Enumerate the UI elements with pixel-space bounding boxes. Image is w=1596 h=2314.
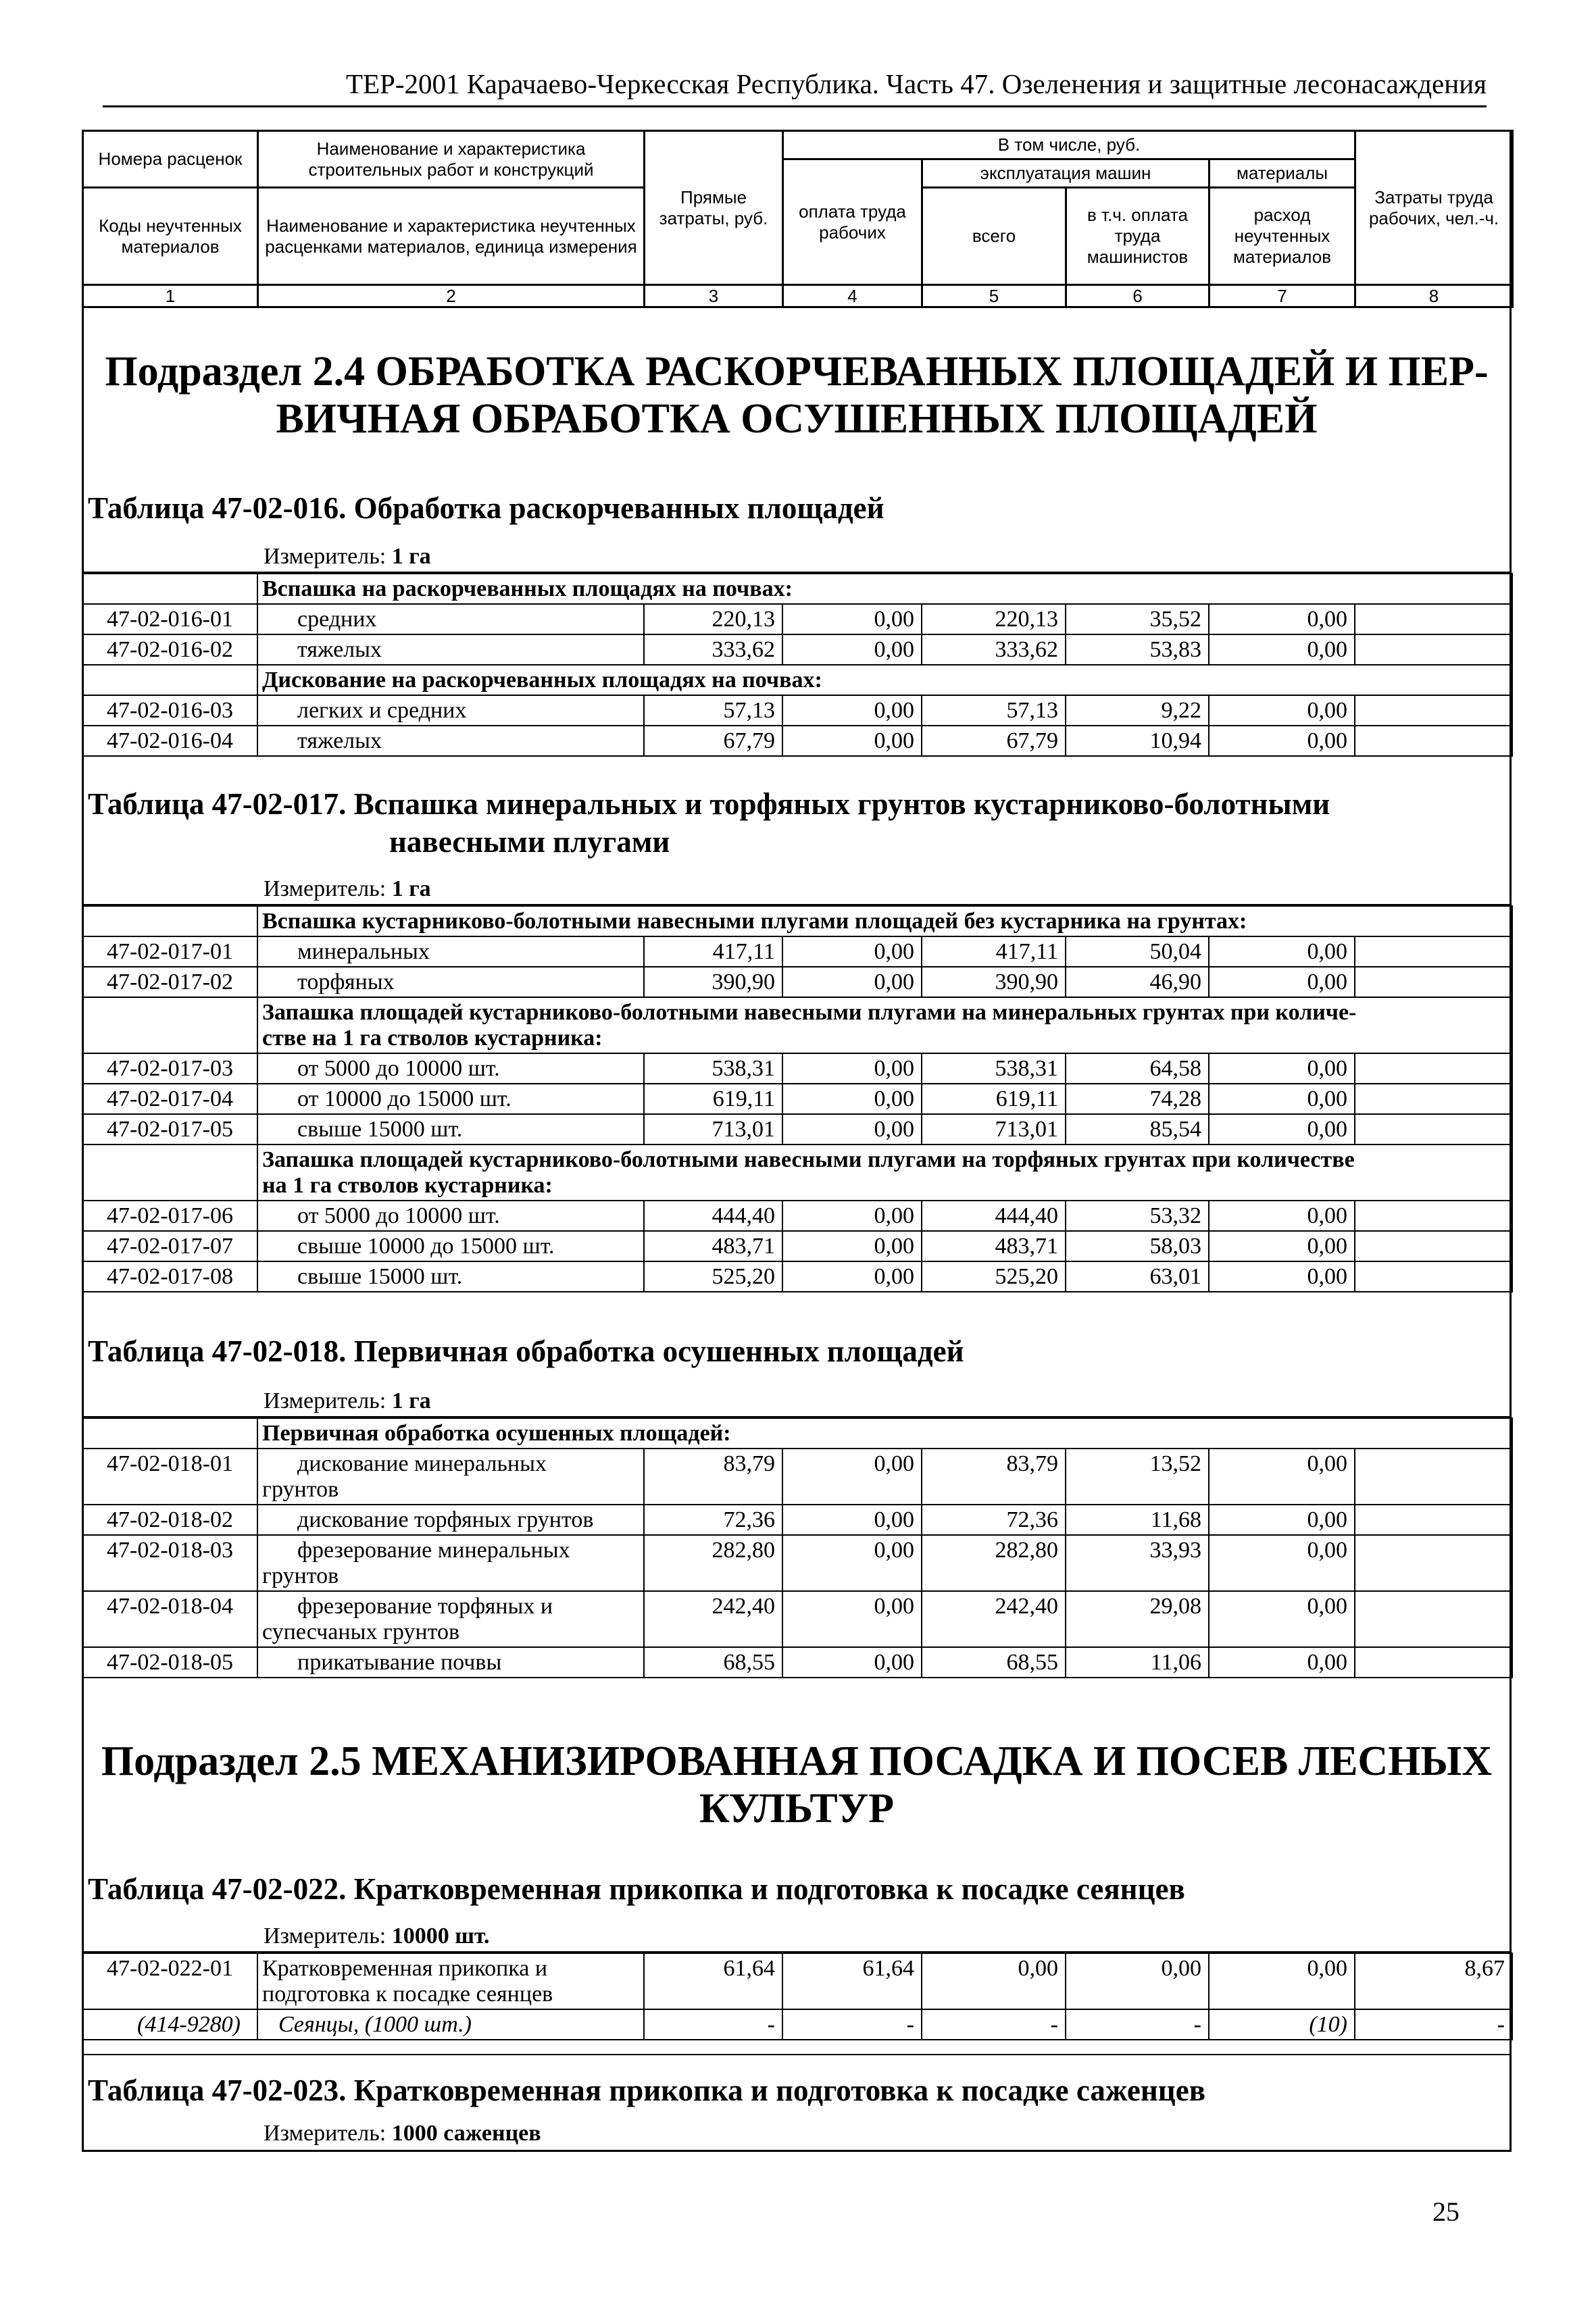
group-label: Первичная обработка осушенных площадей: [257,1418,1512,1449]
table-title: Таблица 47-02-023. Кратковременная прикопка и подготовка к посадке саженцев [88,2073,1205,2107]
measure-label: Измеритель: [264,876,386,901]
cell-c8 [1355,604,1512,634]
work-name: минеральных [257,936,644,967]
cell-c3: 67,79 [644,726,782,756]
cell-c4: 0,00 [782,726,922,756]
table-title: Таблица 47-02-018. Первичная обработка осушенных площадей [88,1334,964,1368]
cell-c7: 0,00 [1209,1591,1355,1647]
work-name-line: грунтов [262,1563,339,1588]
measure-label: Измеритель: [264,544,386,569]
group-label: Вспашка на раскорчеванных площадях на почвах: [257,574,1512,604]
cell-c8 [1355,1647,1512,1678]
group-row [82,665,1512,695]
cell-c8 [1355,695,1512,726]
rate-code: 47-02-022-01 [82,1953,257,2009]
col-num: 6 [1066,285,1210,307]
rate-code: 47-02-016-03 [82,695,257,726]
work-name-line: фрезерование торфяных и [297,1594,553,1619]
cell-c3: 72,36 [644,1505,782,1535]
column-header [82,130,1514,308]
measure-unit [264,1388,431,1415]
work-name [257,1591,644,1647]
table-row [82,1231,1512,1261]
work-name: тяжелых [257,726,644,756]
cell-c3: 713,01 [644,1114,782,1145]
cell-c3: 390,90 [644,967,782,997]
header-machines: эксплуатация машин [922,159,1210,188]
measure-unit [264,1923,490,1950]
rate-code: 47-02-017-06 [82,1201,257,1231]
table-title-line: Таблица 47-02-017. Вспашка минеральных и торфяных грунтов кустарниково-болотными [88,787,1330,821]
header-name: Наименование и характеристика строительных работ и конструкций [258,131,645,188]
cell-c5: 390,90 [922,967,1066,997]
measure-value: 1000 саженцев [391,2121,541,2146]
material-row [82,2009,1512,2040]
cell-c6: 53,83 [1066,634,1209,665]
rate-code: 47-02-017-08 [82,1261,257,1292]
cell-c6: 9,22 [1066,695,1209,726]
cell-c8: - [1355,2009,1512,2040]
cell-c7: 0,00 [1209,1535,1355,1591]
cell-c7: 0,00 [1209,1449,1355,1505]
cell-c7: 0,00 [1209,1261,1355,1292]
table-row [82,1647,1512,1678]
cell-c8 [1355,1231,1512,1261]
work-name-line: грунтов [262,1477,339,1502]
cell-c7: (10) [1209,2009,1355,2040]
group-row [82,906,1512,936]
group-label-line: Запашка площадей кустарниково-болотными навесными плугами на минеральных грунтах при количе- [262,1000,1357,1025]
cell-c4: 0,00 [782,634,922,665]
table-row [82,1953,1512,2009]
table-row [82,634,1512,665]
cell-c8: 8,67 [1355,1953,1512,2009]
cell-c6: 0,00 [1066,1953,1209,2009]
table-row [82,695,1512,726]
table-row [82,1449,1512,1505]
work-name: от 10000 до 15000 шт. [257,1084,644,1114]
material-name: Сеянцы, (1000 шт.) [257,2009,644,2040]
cell-c5: - [922,2009,1066,2040]
measure-label: Измеритель: [264,1923,386,1948]
cell-c6: 13,52 [1066,1449,1209,1505]
rate-code: 47-02-018-04 [82,1591,257,1647]
cell-c4: 0,00 [782,967,922,997]
measure-unit [264,876,431,903]
rate-code: 47-02-017-05 [82,1114,257,1145]
rate-code: 47-02-018-05 [82,1647,257,1678]
page-header: ТЕР-2001 Карачаево-Черкесская Республика. Часть 47. Озеленения и защитные лесонасаждения [103,68,1487,107]
rate-code: 47-02-017-02 [82,967,257,997]
col-num: 1 [83,285,258,307]
cell-c7: 0,00 [1209,1953,1355,2009]
table-row [82,936,1512,967]
page-number: 25 [1432,2196,1460,2227]
work-name [257,1449,644,1505]
table-row [82,1505,1512,1535]
subsection-line: ВИЧНАЯ ОБРАБОТКА ОСУШЕННЫХ ПЛОЩАДЕЙ [276,396,1318,442]
subsection-title [82,1738,1512,1832]
cell-c3: 68,55 [644,1647,782,1678]
cell-c7: 0,00 [1209,1053,1355,1084]
col-num: 7 [1210,285,1355,307]
cell-c5: 525,20 [922,1261,1066,1292]
rate-code: 47-02-017-03 [82,1053,257,1084]
cell-c6: 50,04 [1066,936,1209,967]
cell-c5: 333,62 [922,634,1066,665]
cell-c3: 57,13 [644,695,782,726]
cell-c3: 220,13 [644,604,782,634]
col-num: 3 [645,285,783,307]
table-row [82,1084,1512,1114]
cell-c4: 0,00 [782,1449,922,1505]
cell-c5: 444,40 [922,1201,1066,1231]
header-name-materials: Наименование и характеристика неучтенных расценками материалов, единица измерения [258,188,645,285]
cell-c6: 63,01 [1066,1261,1209,1292]
table-row [82,1053,1512,1084]
table-row [82,1591,1512,1647]
cell-c3: 333,62 [644,634,782,665]
header-materials: материалы [1210,159,1355,188]
cell-c4: 0,00 [782,1201,922,1231]
measure-value: 1 га [391,876,431,901]
header-materials-use: расход неучтенных материалов [1210,188,1355,285]
cell-c4: 0,00 [782,695,922,726]
cell-c6: - [1066,2009,1209,2040]
work-name-line: супесчаных грунтов [262,1619,460,1644]
cell-c4: 0,00 [782,936,922,967]
header-machinists: в т.ч. оплата труда машинистов [1066,188,1210,285]
rates-table-017 [82,905,1513,1292]
cell-c8 [1355,1053,1512,1084]
cell-c5: 417,11 [922,936,1066,967]
measure-unit [264,2120,541,2147]
work-name: от 5000 до 10000 шт. [257,1053,644,1084]
cell-c7: 0,00 [1209,1231,1355,1261]
work-name: от 5000 до 10000 шт. [257,1201,644,1231]
measure-label: Измеритель: [264,2121,386,2146]
cell-c4: 0,00 [782,1231,922,1261]
cell-c7: 0,00 [1209,967,1355,997]
header-machines-total: всего [922,188,1066,285]
cell-c4: 0,00 [782,1114,922,1145]
cell-c7: 0,00 [1209,726,1355,756]
cell-c3: 417,11 [644,936,782,967]
header-wages: оплата труда рабочих [783,159,922,285]
table-row [82,604,1512,634]
cell-c8 [1355,726,1512,756]
cell-c8 [1355,1535,1512,1591]
cell-c5: 713,01 [922,1114,1066,1145]
work-name: свыше 15000 шт. [257,1261,644,1292]
measure-value: 1 га [391,1388,431,1413]
measure-unit [264,543,431,570]
work-name-line: подготовка к посадке сеянцев [262,1982,553,2007]
cell-c7: 0,00 [1209,1114,1355,1145]
cell-c6: 35,52 [1066,604,1209,634]
rate-code: 47-02-017-04 [82,1084,257,1114]
work-name: средних [257,604,644,634]
rates-table-018 [82,1417,1513,1678]
cell-c7: 0,00 [1209,695,1355,726]
cell-c5: 619,11 [922,1084,1066,1114]
cell-c8 [1355,634,1512,665]
work-name: свыше 10000 до 15000 шт. [257,1231,644,1261]
col-num: 4 [783,285,922,307]
cell-c5: 67,79 [922,726,1066,756]
group-row [82,1145,1512,1201]
group-row [82,574,1512,604]
table-title: Таблица 47-02-022. Кратковременная прикопка и подготовка к посадке сеянцев [88,1872,1185,1906]
table-row [82,1114,1512,1145]
cell-c7: 0,00 [1209,1647,1355,1678]
header-direct-costs: Прямые затраты, руб. [645,131,783,285]
table-row [82,726,1512,756]
cell-c8 [1355,936,1512,967]
cell-c4: 0,00 [782,1261,922,1292]
rate-code: 47-02-016-02 [82,634,257,665]
rate-code: 47-02-018-01 [82,1449,257,1505]
cell-c8 [1355,1084,1512,1114]
cell-c5: 0,00 [922,1953,1066,2009]
cell-c6: 29,08 [1066,1591,1209,1647]
cell-c6: 74,28 [1066,1084,1209,1114]
col-num: 8 [1355,285,1513,307]
work-name: прикатывание почвы [257,1647,644,1678]
header-labor: Затраты труда рабочих, чел.-ч. [1355,131,1513,285]
cell-c4: 0,00 [782,1053,922,1084]
cell-c3: 619,11 [644,1084,782,1114]
cell-c5: 57,13 [922,695,1066,726]
cell-c3: 538,31 [644,1053,782,1084]
cell-c5: 72,36 [922,1505,1066,1535]
cell-c6: 85,54 [1066,1114,1209,1145]
rate-code: 47-02-017-07 [82,1231,257,1261]
cell-c4: 0,00 [782,1591,922,1647]
work-name-line: Кратковременная прикопка и [262,1956,548,1981]
group-label: Вспашка кустарниково-болотными навесными плугами площадей без кустарника на грунтах: [257,906,1512,936]
table-row [82,1261,1512,1292]
subsection-title [82,348,1512,443]
cell-c8 [1355,1114,1512,1145]
cell-c6: 11,06 [1066,1647,1209,1678]
rates-table-016 [82,573,1513,757]
cell-c5: 242,40 [922,1591,1066,1647]
cell-c4: 0,00 [782,1647,922,1678]
cell-c8 [1355,1261,1512,1292]
table-rule [82,2054,1512,2055]
cell-c3: 242,40 [644,1591,782,1647]
rate-code: 47-02-017-01 [82,936,257,967]
cell-c4: - [782,2009,922,2040]
measure-label: Измеритель: [264,1388,386,1413]
table-row [82,1535,1512,1591]
rates-table-022 [82,1953,1513,2040]
cell-c6: 58,03 [1066,1231,1209,1261]
cell-c6: 46,90 [1066,967,1209,997]
measure-value: 1 га [391,544,431,569]
cell-c3: 483,71 [644,1231,782,1261]
rate-code: 47-02-016-01 [82,604,257,634]
cell-c7: 0,00 [1209,604,1355,634]
work-name: дискование торфяных грунтов [257,1505,644,1535]
group-row [82,1418,1512,1449]
subsection-line: Подраздел 2.4 ОБРАБОТКА РАСКОРЧЕВАННЫХ ПЛОЩАДЕЙ И ПЕР- [105,349,1489,395]
rate-code: 47-02-018-03 [82,1535,257,1591]
work-name [257,1953,644,2009]
header-codes-materials: Коды неучтенных материалов [83,188,258,285]
group-label [257,1145,1512,1201]
measure-value: 10000 шт. [391,1923,490,1948]
group-row [82,997,1512,1053]
cell-c8 [1355,1505,1512,1535]
cell-c6: 11,68 [1066,1505,1209,1535]
col-num: 2 [258,285,645,307]
cell-c4: 0,00 [782,1505,922,1535]
cell-c4: 0,00 [782,604,922,634]
subsection-line: КУЛЬТУР [699,1786,895,1832]
col-num: 5 [922,285,1066,307]
group-label: Дискование на раскорчеванных площадях на почвах: [257,665,1512,695]
cell-c3: 83,79 [644,1449,782,1505]
group-label-line: Запашка площадей кустарниково-болотными навесными плугами на торфяных грунтах при количестве [262,1147,1355,1172]
cell-c7: 0,00 [1209,936,1355,967]
cell-c7: 0,00 [1209,1201,1355,1231]
cell-c3: 282,80 [644,1535,782,1591]
cell-c8 [1355,967,1512,997]
header-codes: Номера расценок [83,131,258,188]
cell-c6: 64,58 [1066,1053,1209,1084]
table-title [88,785,1500,861]
cell-c7: 0,00 [1209,634,1355,665]
group-label-line: стве на 1 га стволов кустарника: [262,1026,603,1051]
cell-c3: 444,40 [644,1201,782,1231]
subsection-line: Подраздел 2.5 МЕХАНИЗИРОВАННАЯ ПОСАДКА И ПОСЕВ ЛЕСНЫХ [101,1738,1493,1784]
cell-c3: - [644,2009,782,2040]
cell-c4: 61,64 [782,1953,922,2009]
cell-c7: 0,00 [1209,1505,1355,1535]
table-title-line: навесными плугами [389,825,670,859]
work-name-line: фрезерование минеральных [297,1538,570,1563]
cell-c3: 525,20 [644,1261,782,1292]
cell-c4: 0,00 [782,1535,922,1591]
work-name: свыше 15000 шт. [257,1114,644,1145]
table-row [82,1201,1512,1231]
work-name: тяжелых [257,634,644,665]
work-name: торфяных [257,967,644,997]
cell-c6: 33,93 [1066,1535,1209,1591]
cell-c8 [1355,1201,1512,1231]
work-name: легких и средних [257,695,644,726]
cell-c6: 10,94 [1066,726,1209,756]
rate-code: 47-02-018-02 [82,1505,257,1535]
cell-c4: 0,00 [782,1084,922,1114]
cell-c8 [1355,1449,1512,1505]
cell-c6: 53,32 [1066,1201,1209,1231]
cell-c5: 68,55 [922,1647,1066,1678]
work-name [257,1535,644,1591]
cell-c5: 538,31 [922,1053,1066,1084]
header-group: В том числе, руб. [783,131,1355,159]
rate-code: 47-02-016-04 [82,726,257,756]
cell-c5: 282,80 [922,1535,1066,1591]
cell-c7: 0,00 [1209,1084,1355,1114]
cell-c5: 483,71 [922,1231,1066,1261]
cell-c8 [1355,1591,1512,1647]
table-title: Таблица 47-02-016. Обработка раскорчеванных площадей [88,491,884,525]
group-label-line: на 1 га стволов кустарника: [262,1173,553,1198]
cell-c5: 83,79 [922,1449,1066,1505]
material-code: (414-9280) [82,2009,257,2040]
work-name-line: дискование минеральных [297,1451,547,1476]
cell-c5: 220,13 [922,604,1066,634]
table-row [82,967,1512,997]
group-label [257,997,1512,1053]
cell-c3: 61,64 [644,1953,782,2009]
